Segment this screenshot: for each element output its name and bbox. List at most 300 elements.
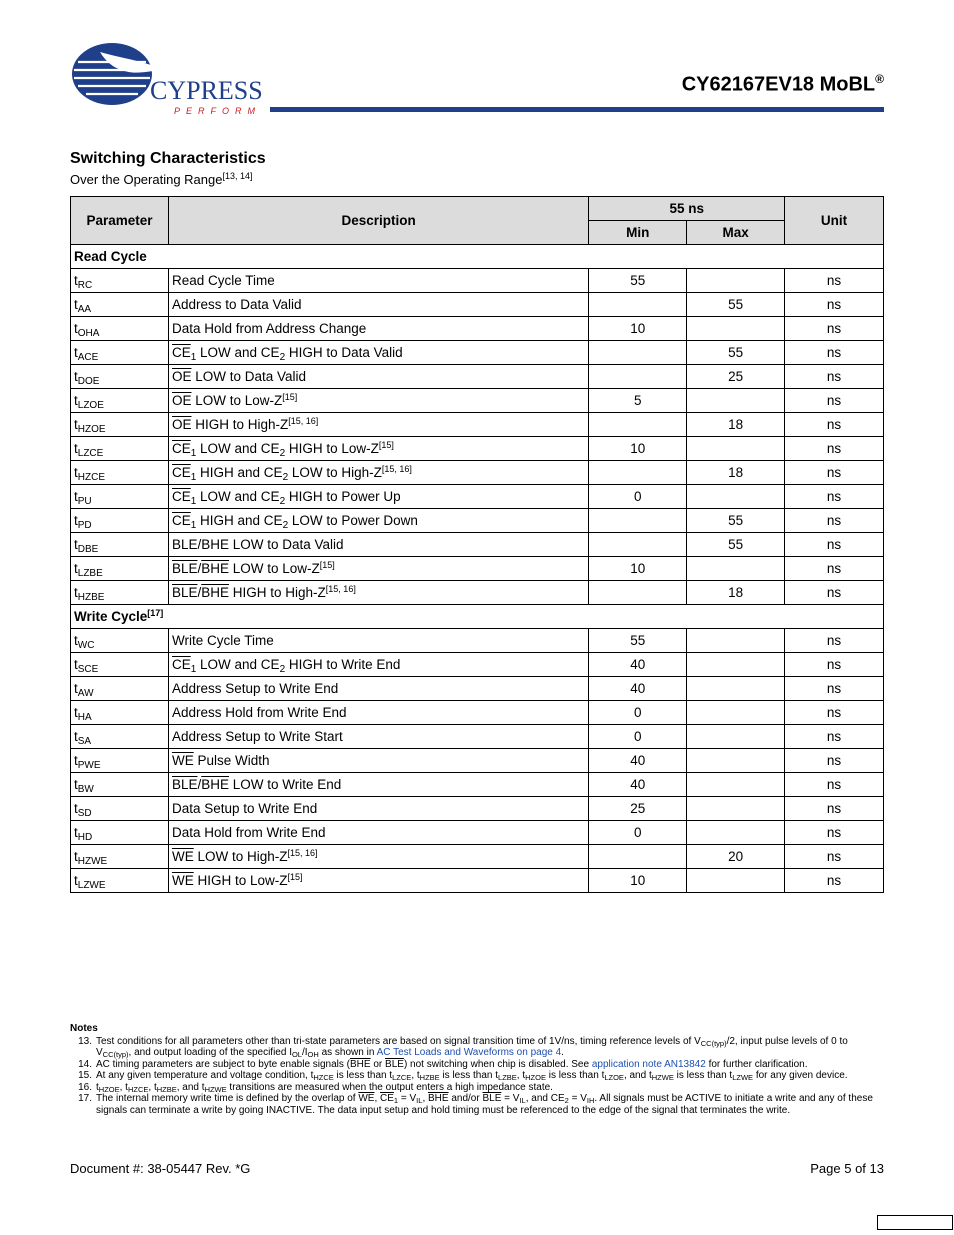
symbol-base: t: [74, 513, 78, 528]
text-fragment: AC timing parameters are subject to byte enable signals (: [96, 1058, 351, 1070]
text-fragment: LOW and CE: [196, 489, 280, 504]
text-fragment: .: [561, 1047, 564, 1058]
text-fragment: $\overline{OE}$: [171, 369, 192, 384]
cypress-logo: [70, 40, 263, 120]
symbol-subscript: AW: [77, 688, 94, 699]
cell-unit: ns: [785, 461, 884, 485]
header-max: Max: [687, 221, 785, 245]
text-fragment: 2: [564, 1096, 569, 1105]
symbol-subscript: SCE: [77, 664, 99, 675]
table-row: [71, 701, 884, 725]
text-fragment: $\overline{OE}$: [171, 393, 192, 408]
symbol-base: t: [74, 465, 78, 480]
symbol-subscript: HD: [77, 832, 93, 843]
text-fragment: is less than t: [545, 1070, 605, 1081]
symbol-subscript: HZWE: [77, 856, 108, 867]
cell-max: [687, 269, 785, 293]
text-fragment: Pulse Width: [193, 753, 270, 768]
note-text: [96, 1082, 884, 1094]
param-symbol: [71, 869, 169, 893]
param-symbol: [71, 845, 169, 869]
symbol-base: t: [74, 873, 78, 888]
note-number: 15.: [78, 1070, 92, 1081]
cell-max: 55: [687, 533, 785, 557]
symbol-base: t: [74, 753, 78, 768]
text-fragment: CC(typ): [102, 1050, 129, 1059]
text-fragment: LOW to Write End: [229, 777, 342, 792]
text-fragment: 2: [279, 496, 286, 507]
text-fragment: 1: [190, 352, 197, 363]
param-symbol: [71, 365, 169, 389]
symbol-subscript: LZBE: [77, 568, 103, 579]
cell-min: [589, 341, 687, 365]
cell-unit: ns: [785, 845, 884, 869]
table-row: [71, 437, 884, 461]
cell-max: [687, 317, 785, 341]
symbol-base: t: [74, 537, 78, 552]
cell-max: [687, 725, 785, 749]
note-link[interactable]: application note AN13842: [591, 1058, 706, 1070]
text-fragment: The internal memory write time is defined by the overlap of: [96, 1093, 359, 1104]
param-symbol: [71, 317, 169, 341]
cell-unit: ns: [785, 725, 884, 749]
cell-min: 55: [589, 629, 687, 653]
text-fragment: Data Hold from Write End: [171, 825, 326, 840]
symbol-base: t: [74, 825, 78, 840]
document-number: Document #: 38-05447 Rev. *G: [70, 1161, 251, 1176]
symbol-subscript: BW: [77, 784, 94, 795]
cell-min: 10: [589, 437, 687, 461]
note-number: 13.: [78, 1035, 92, 1047]
symbol-subscript: PD: [77, 520, 92, 531]
text-fragment: transitions are measured when the output enters a high impedance state.: [226, 1081, 553, 1093]
symbol-subscript: HZCE: [77, 472, 105, 483]
note-number: 16.: [78, 1081, 92, 1093]
symbol-subscript: LZCE: [77, 448, 104, 459]
note-text: [96, 1093, 884, 1116]
param-symbol: [71, 269, 169, 293]
cell-unit: ns: [785, 389, 884, 413]
cell-min: 10: [589, 317, 687, 341]
param-description: [168, 413, 588, 437]
param-description: [168, 821, 588, 845]
param-symbol: [71, 533, 169, 557]
param-description: [168, 773, 588, 797]
text-fragment: OL: [291, 1050, 302, 1059]
table-row: [71, 797, 884, 821]
cell-min: 55: [589, 269, 687, 293]
cell-max: [687, 797, 785, 821]
param-description: [168, 749, 588, 773]
cell-unit: ns: [785, 413, 884, 437]
symbol-base: t: [74, 441, 78, 456]
text-fragment: and/or: [448, 1093, 483, 1104]
param-description: [168, 629, 588, 653]
text-fragment: BLE/BHE LOW to Data Valid: [171, 537, 344, 552]
param-symbol: [71, 437, 169, 461]
text-fragment: , t: [148, 1081, 157, 1093]
text-fragment: /: [197, 561, 202, 576]
cell-max: 18: [687, 413, 785, 437]
text-fragment: HIGH to High-Z: [229, 585, 326, 600]
param-description: [168, 269, 588, 293]
text-fragment: , and CE: [525, 1093, 565, 1104]
cell-min: 0: [589, 725, 687, 749]
symbol-base: t: [74, 321, 78, 336]
text-fragment: HZCE: [127, 1084, 149, 1094]
text-fragment: $\overline{BHE}$: [201, 585, 230, 600]
text-fragment: for any given device.: [753, 1070, 848, 1081]
text-fragment: 1: [190, 664, 197, 675]
param-symbol: [71, 653, 169, 677]
text-fragment: as shown in: [318, 1047, 377, 1058]
symbol-subscript: RC: [77, 280, 93, 291]
text-fragment: IL: [416, 1096, 423, 1105]
cell-max: [687, 773, 785, 797]
table-row: [71, 821, 884, 845]
text-fragment: LZCE: [392, 1073, 412, 1082]
table-row: [71, 485, 884, 509]
cell-unit: ns: [785, 269, 884, 293]
header-speed: 55 ns: [589, 197, 785, 221]
text-fragment: HZWE: [651, 1073, 674, 1082]
cell-min: 40: [589, 749, 687, 773]
table-row: [71, 749, 884, 773]
cell-max: 55: [687, 509, 785, 533]
text-fragment: [15]: [287, 872, 303, 882]
table-row: [71, 509, 884, 533]
param-symbol: [71, 485, 169, 509]
text-fragment: LOW and CE: [196, 657, 280, 672]
param-description: [168, 845, 588, 869]
param-description: [168, 869, 588, 893]
param-description: [168, 461, 588, 485]
symbol-subscript: PU: [77, 496, 92, 507]
param-description: [168, 533, 588, 557]
symbol-base: t: [74, 489, 78, 504]
text-fragment: /: [197, 585, 202, 600]
table-row: [71, 293, 884, 317]
section-subtitle: Over the Operating Range[13, 14]: [70, 171, 253, 187]
text-fragment: . All signals must be ACTIVE to initiate a write and any of these signals can terminate a write by going INACTIVE. The data input setup and hold timing must be referenced to the edge of the signal that terminates the write.: [96, 1093, 873, 1116]
text-fragment: $\overline{CE}$: [171, 513, 191, 528]
param-description: [168, 701, 588, 725]
text-fragment: HIGH and CE: [196, 513, 283, 528]
cell-unit: ns: [785, 653, 884, 677]
cell-unit: ns: [785, 629, 884, 653]
symbol-base: t: [74, 633, 78, 648]
feedback-box[interactable]: [877, 1215, 953, 1230]
table-row: [71, 341, 884, 365]
param-description: [168, 341, 588, 365]
cell-unit: ns: [785, 485, 884, 509]
text-fragment: $\overline{WE}$: [171, 849, 194, 864]
cell-unit: ns: [785, 797, 884, 821]
table-row: [71, 533, 884, 557]
param-symbol: [71, 557, 169, 581]
logo-tagline: PERFORM: [174, 106, 261, 116]
text-fragment: $\overline{BHE}$: [201, 561, 230, 576]
cell-max: [687, 701, 785, 725]
symbol-base: t: [74, 369, 78, 384]
cell-unit: ns: [785, 869, 884, 893]
param-symbol: [71, 773, 169, 797]
text-fragment: OH: [307, 1050, 319, 1059]
table-row: [71, 317, 884, 341]
group-title: Write Cycle: [74, 609, 148, 624]
cell-max: 18: [687, 581, 785, 605]
text-fragment: LOW to High-Z: [288, 465, 382, 480]
symbol-subscript: LZOE: [77, 400, 104, 411]
note-item: [70, 1070, 884, 1082]
text-fragment: HIGH to Low-Z: [285, 441, 379, 456]
cell-min: [589, 461, 687, 485]
group-title: Read Cycle: [74, 249, 147, 264]
symbol-subscript: DOE: [77, 376, 100, 387]
cell-min: [589, 509, 687, 533]
text-fragment: $\overline{CE}$: [171, 345, 191, 360]
param-symbol: [71, 677, 169, 701]
text-fragment: $\overline{BLE}$: [171, 585, 198, 600]
text-fragment: is less than t: [439, 1070, 499, 1081]
text-fragment: $\overline{OE}$: [171, 417, 192, 432]
text-fragment: HZOE: [525, 1073, 546, 1082]
text-fragment: is less than t: [333, 1070, 393, 1081]
symbol-base: t: [74, 417, 78, 432]
cell-min: 5: [589, 389, 687, 413]
cell-max: 55: [687, 341, 785, 365]
param-symbol: [71, 509, 169, 533]
param-description: [168, 317, 588, 341]
text-fragment: $\overline{BLE}$: [385, 1058, 404, 1070]
text-fragment: $\overline{CE}$: [171, 489, 191, 504]
param-symbol: [71, 293, 169, 317]
text-fragment: HZWE: [204, 1084, 227, 1094]
text-fragment: LOW and CE: [196, 441, 280, 456]
cell-unit: ns: [785, 749, 884, 773]
cell-max: [687, 653, 785, 677]
header-min: Min: [589, 221, 687, 245]
note-item: [70, 1059, 884, 1071]
note-text: [96, 1036, 884, 1059]
cell-min: [589, 365, 687, 389]
symbol-base: t: [74, 393, 78, 408]
table-row: [71, 557, 884, 581]
cell-min: [589, 413, 687, 437]
group-label: [71, 605, 884, 629]
param-description: [168, 677, 588, 701]
text-fragment: HIGH to High-Z: [191, 417, 289, 432]
cell-unit: ns: [785, 317, 884, 341]
symbol-subscript: AA: [77, 304, 92, 315]
text-fragment: LOW to Data Valid: [191, 369, 307, 384]
cell-unit: ns: [785, 677, 884, 701]
text-fragment: HZBE: [156, 1084, 177, 1094]
text-fragment: 1: [393, 1096, 399, 1105]
text-fragment: , t: [516, 1070, 526, 1081]
cell-min: [589, 293, 687, 317]
text-fragment: [15, 16]: [381, 464, 412, 474]
cell-min: 0: [589, 485, 687, 509]
symbol-subscript: HZOE: [77, 424, 106, 435]
cell-unit: ns: [785, 533, 884, 557]
text-fragment: $\overline{WE}$: [171, 753, 194, 768]
symbol-base: t: [74, 801, 78, 816]
section-title: Switching Characteristics: [70, 150, 266, 167]
text-fragment: $\overline{CE}$: [380, 1093, 394, 1104]
text-fragment: At any given temperature and voltage condition, t: [96, 1070, 314, 1081]
text-fragment: $\overline{BHE}$: [350, 1058, 371, 1070]
param-symbol: [71, 389, 169, 413]
cell-unit: ns: [785, 341, 884, 365]
symbol-subscript: DBE: [77, 544, 99, 555]
header-rule: [270, 107, 884, 112]
table-row: [71, 845, 884, 869]
param-description: [168, 725, 588, 749]
param-symbol: [71, 413, 169, 437]
table-row: [71, 629, 884, 653]
note-item: [70, 1082, 884, 1094]
cell-max: [687, 749, 785, 773]
text-fragment: [15, 16]: [325, 584, 356, 594]
cell-min: 10: [589, 557, 687, 581]
symbol-base: t: [74, 585, 78, 600]
text-fragment: LOW to Low-Z: [229, 561, 320, 576]
text-fragment: [15]: [282, 392, 298, 402]
text-fragment: 1: [190, 520, 197, 531]
text-fragment: is less than t: [673, 1070, 733, 1081]
text-fragment: $\overline{BLE}$: [482, 1093, 502, 1104]
text-fragment: /: [197, 777, 202, 792]
cell-unit: ns: [785, 293, 884, 317]
note-item: [70, 1036, 884, 1059]
param-symbol: [71, 749, 169, 773]
cell-max: [687, 629, 785, 653]
text-fragment: 2: [282, 472, 289, 483]
param-symbol: [71, 629, 169, 653]
header-description: Description: [168, 197, 588, 245]
text-fragment: Address Setup to Write End: [171, 681, 339, 696]
cell-max: [687, 821, 785, 845]
text-fragment: $\overline{BLE}$: [171, 777, 198, 792]
text-fragment: 1: [190, 472, 197, 483]
param-description: [168, 653, 588, 677]
param-symbol: [71, 821, 169, 845]
text-fragment: , and t: [176, 1081, 205, 1093]
symbol-subscript: HA: [77, 712, 92, 723]
text-fragment: ,: [422, 1093, 428, 1104]
text-fragment: LOW to Power Down: [288, 513, 418, 528]
cell-max: 55: [687, 293, 785, 317]
note-item: [70, 1093, 884, 1116]
param-description: [168, 797, 588, 821]
text-fragment: , and output loading of the specified I: [128, 1047, 292, 1058]
text-fragment: Read Cycle Time: [171, 273, 275, 288]
group-row: [71, 605, 884, 629]
cell-unit: ns: [785, 701, 884, 725]
symbol-base: t: [74, 561, 78, 576]
text-fragment: [15]: [319, 560, 335, 570]
text-fragment: , t: [411, 1070, 420, 1081]
group-label: [71, 245, 884, 269]
text-fragment: Test conditions for all parameters other than tri-state parameters are based on signal transition time of 1V/ns, timing reference levels of V: [96, 1035, 701, 1047]
text-fragment: $\overline{CE}$: [171, 441, 191, 456]
group-row: [71, 245, 884, 269]
text-fragment: 1: [190, 448, 197, 459]
text-fragment: HIGH and CE: [196, 465, 283, 480]
cell-unit: ns: [785, 437, 884, 461]
symbol-base: t: [74, 729, 78, 744]
table-row: [71, 677, 884, 701]
symbol-subscript: HZBE: [77, 592, 105, 603]
text-fragment: HIGH to Data Valid: [285, 345, 403, 360]
text-fragment: LZWE: [732, 1073, 754, 1082]
text-fragment: HIGH to Power Up: [285, 489, 401, 504]
text-fragment: HIGH to Write End: [285, 657, 401, 672]
symbol-base: t: [74, 345, 78, 360]
text-fragment: $\overline{CE}$: [171, 465, 191, 480]
cell-min: 40: [589, 773, 687, 797]
cell-max: [687, 389, 785, 413]
text-fragment: Data Hold from Address Change: [171, 321, 367, 336]
text-fragment: /I: [301, 1047, 308, 1058]
text-fragment: t: [96, 1081, 99, 1093]
text-fragment: LZBE: [498, 1073, 517, 1082]
note-number: 14.: [78, 1058, 92, 1070]
text-fragment: = V: [398, 1093, 417, 1104]
text-fragment: [15, 16]: [287, 848, 318, 858]
cell-unit: ns: [785, 557, 884, 581]
text-fragment: ,: [374, 1093, 381, 1104]
symbol-subscript: PWE: [77, 760, 101, 771]
cell-min: 0: [589, 701, 687, 725]
notes: [70, 1023, 884, 1116]
table-row: [71, 269, 884, 293]
switching-table: [70, 196, 884, 893]
text-fragment: = V: [568, 1093, 587, 1104]
param-symbol: [71, 461, 169, 485]
note-number: 17.: [78, 1093, 92, 1104]
note-link[interactable]: AC Test Loads and Waveforms on page 4: [376, 1047, 562, 1058]
cell-min: 40: [589, 653, 687, 677]
text-fragment: LOW to High-Z: [193, 849, 288, 864]
text-fragment: /2, input pulse levels of 0 to V: [96, 1035, 848, 1058]
cell-max: 20: [687, 845, 785, 869]
text-fragment: IH: [586, 1096, 595, 1105]
cell-max: 18: [687, 461, 785, 485]
param-symbol: [71, 581, 169, 605]
text-fragment: Address to Data Valid: [171, 297, 302, 312]
table-row: [71, 461, 884, 485]
text-fragment: 1: [190, 496, 197, 507]
text-fragment: Address Setup to Write Start: [171, 729, 343, 744]
cell-max: [687, 557, 785, 581]
text-fragment: 2: [282, 520, 289, 531]
symbol-base: t: [74, 273, 78, 288]
symbol-base: t: [74, 705, 78, 720]
text-fragment: $\overline{BHE}$: [201, 777, 230, 792]
text-fragment: $\overline{WE}$: [171, 873, 194, 888]
note-text: [96, 1059, 884, 1071]
table-row: [71, 389, 884, 413]
text-fragment: ) not switching when chip is disabled. See: [403, 1058, 592, 1070]
page-number: Page 5 of 13: [810, 1161, 884, 1176]
param-description: [168, 509, 588, 533]
symbol-base: t: [74, 657, 78, 672]
symbol-base: t: [74, 297, 78, 312]
param-symbol: [71, 797, 169, 821]
text-fragment: $\overline{WE}$: [358, 1093, 375, 1104]
